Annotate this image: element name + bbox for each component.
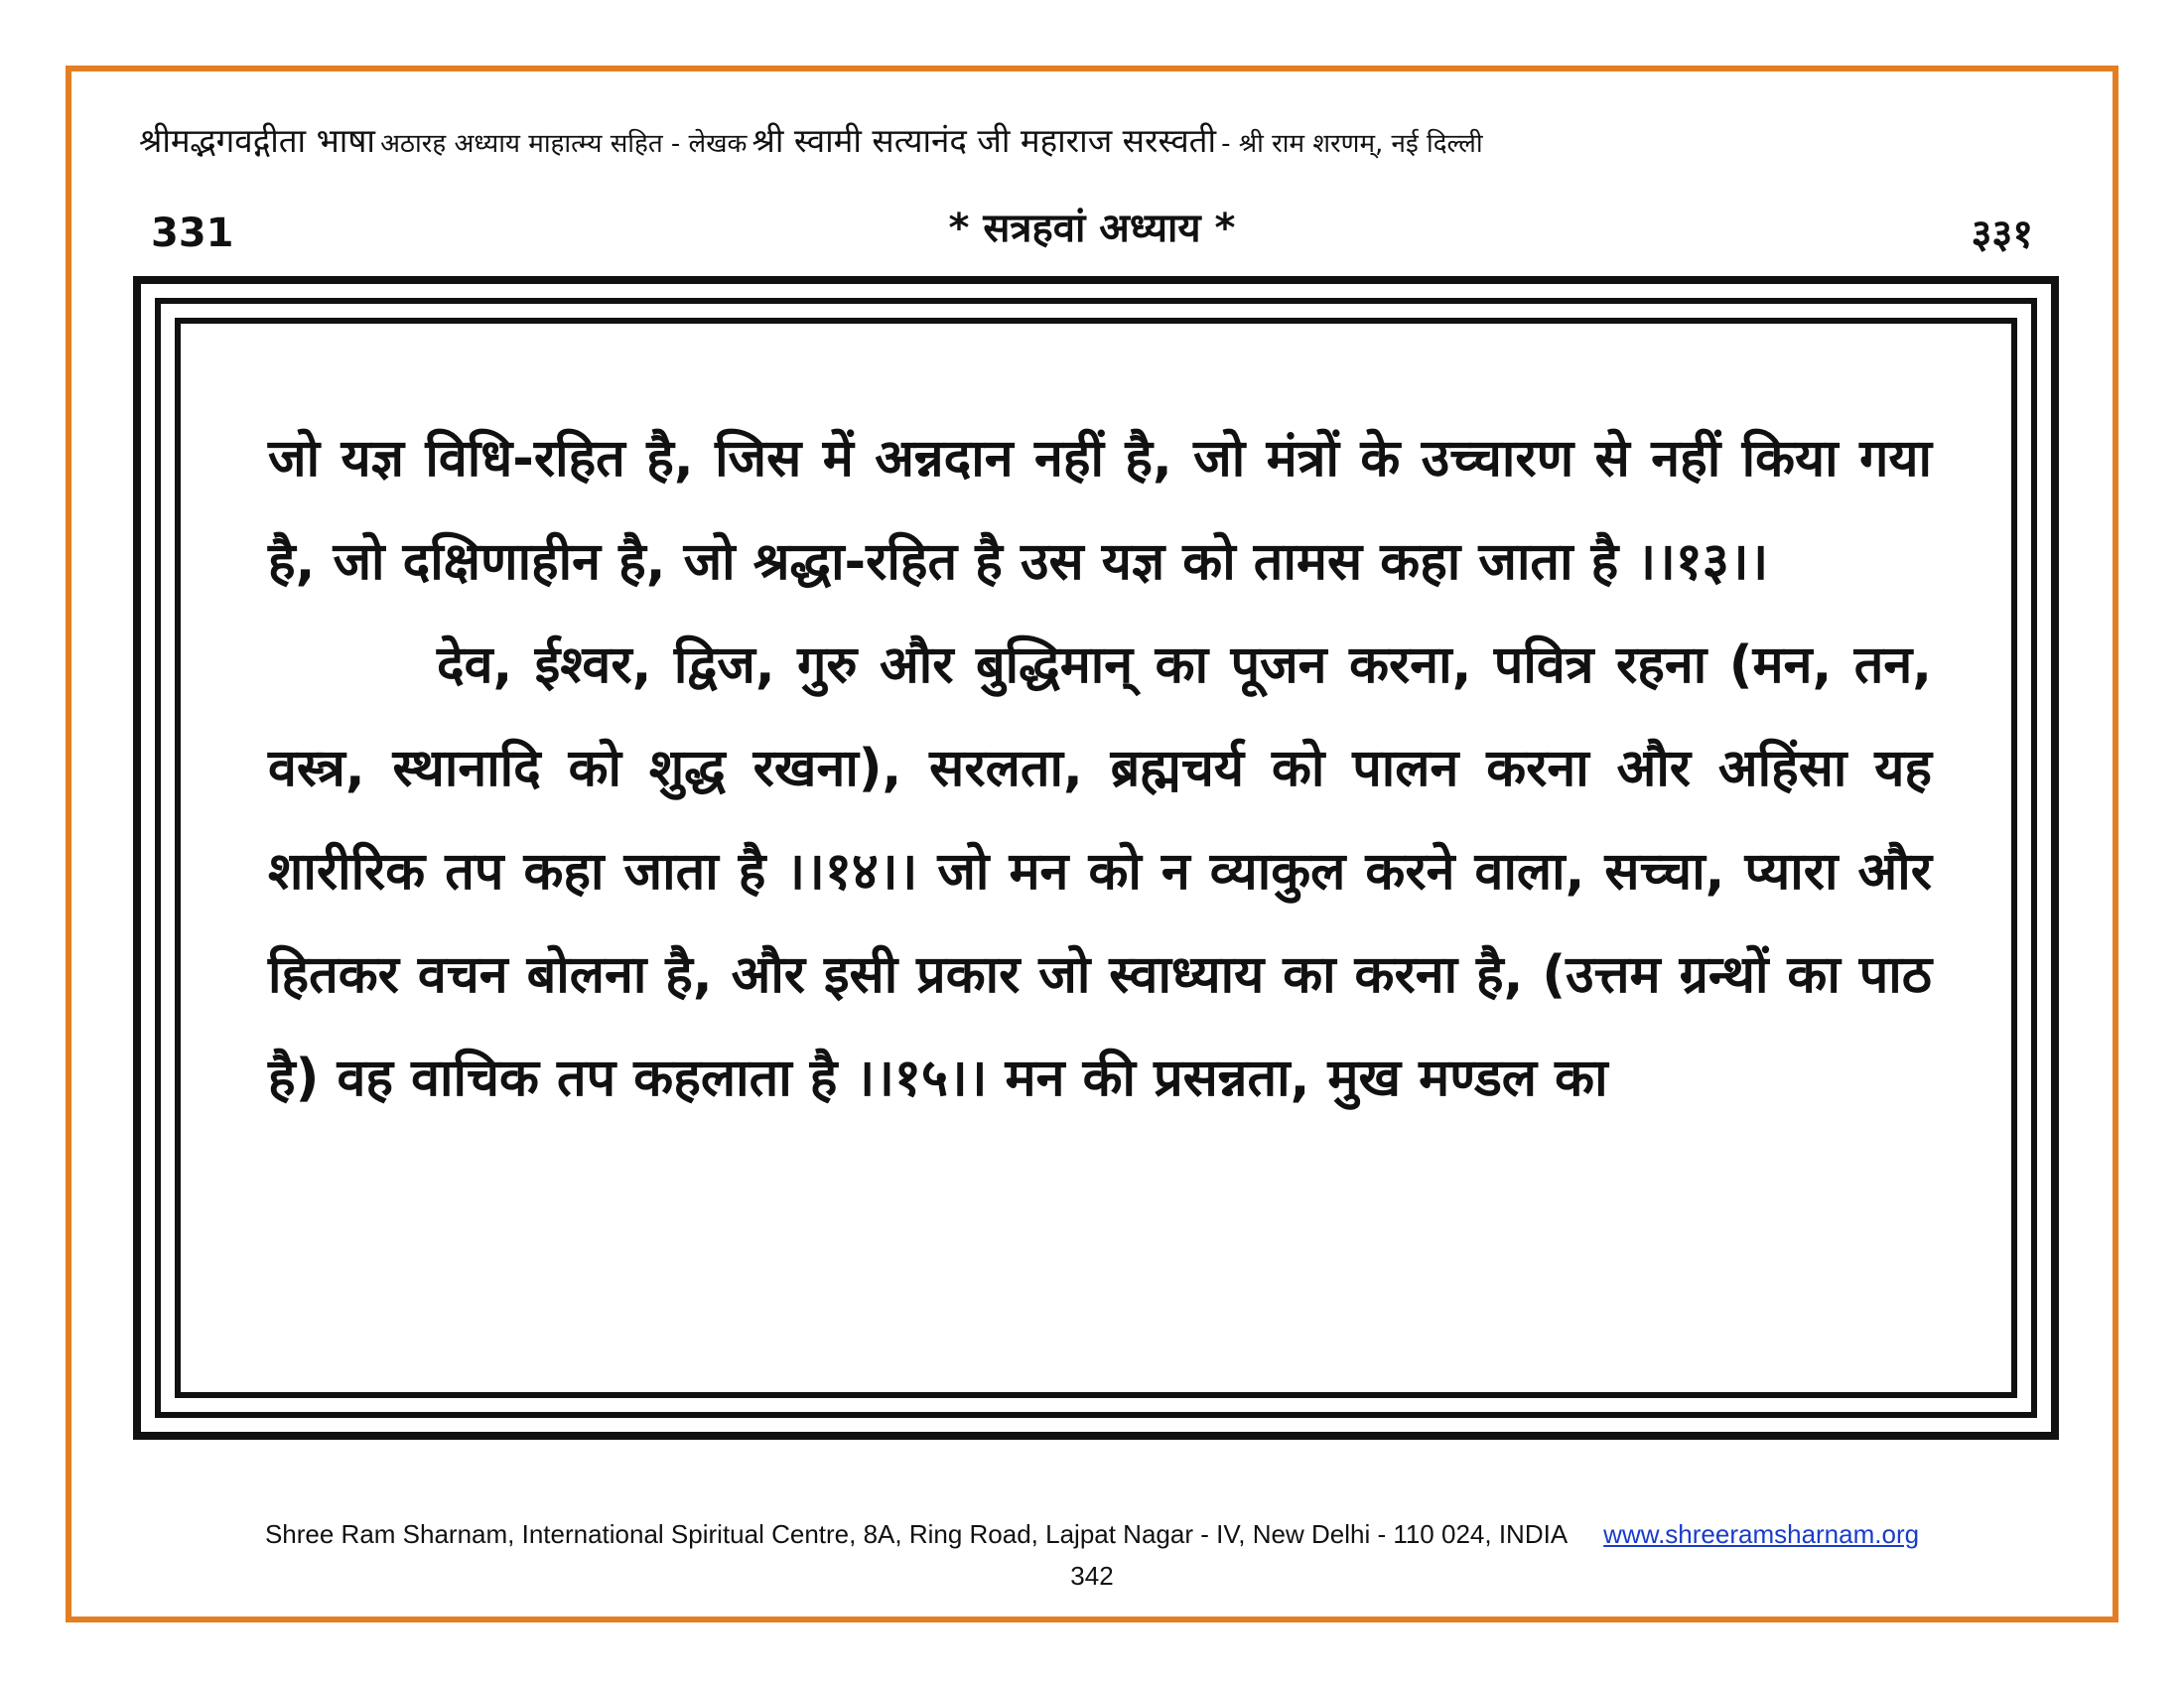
verse-paragraph-1: जो यज्ञ विधि-रहित है, जिस में अन्नदान नहीं है, जो मंत्रों के उच्चारण से नहीं किया गया है, जो दक्षिणाहीन है, जो श्रद्धा-रहित है उस यज्ञ को तामस कहा जाता है ।।१३।। <box>268 429 1932 592</box>
page-footer <box>0 1519 2184 1550</box>
book-title: श्रीमद्भगवद्गीता भाषा <box>139 121 375 160</box>
verse-frame-outer <box>133 276 2059 1440</box>
chapter-title: * सत्रहवां अध्याय * <box>948 206 1236 251</box>
page-number-arabic: 331 <box>151 211 234 256</box>
verse-text <box>268 407 1932 1130</box>
book-subtitle: अठारह अध्याय माहात्म्य सहित - लेखक <box>380 129 748 159</box>
verse-paragraph-2: देव, ईश्वर, द्विज, गुरु और बुद्धिमान् का पूजन करना, पवित्र रहना (मन, तन, वस्त्र, स्थानादि को शुद्ध रखना), सरलता, ब्रह्मचर्य को पालन करना और अहिंसा यह शारीरिक तप कहा जाता है ।।१४।। जो मन को न व्याकुल करने वाला, सच्चा, प्यारा और हितकर वचन बोलना है, और इसी प्रकार जो स्वाध्याय का करना है, (उत्तम ग्रन्थों का पाठ है) वह वाचिक तप कहलाता है ।।१५।। मन की प्रसन्नता, मुख मण्डल का <box>268 635 1932 1108</box>
verse-frame-inner <box>175 318 2017 1398</box>
footer-page-number: 342 <box>1070 1561 1114 1591</box>
verse-frame-middle <box>155 298 2037 1418</box>
publisher-name: - श्री राम शरणम्, नई दिल्ली <box>1221 129 1483 159</box>
footer-website-link[interactable]: www.shreeramsharnam.org <box>1603 1519 1920 1549</box>
page-header <box>139 119 2055 169</box>
author-name: श्री स्वामी सत्यानंद जी महाराज सरस्वती <box>751 121 1217 160</box>
page-number-devanagari: ३३१ <box>1971 211 2033 257</box>
footer-address: Shree Ram Sharnam, International Spiritual Centre, 8A, Ring Road, Lajpat Nagar - IV, New Delhi - 110 024, INDIA <box>264 1519 1569 1549</box>
